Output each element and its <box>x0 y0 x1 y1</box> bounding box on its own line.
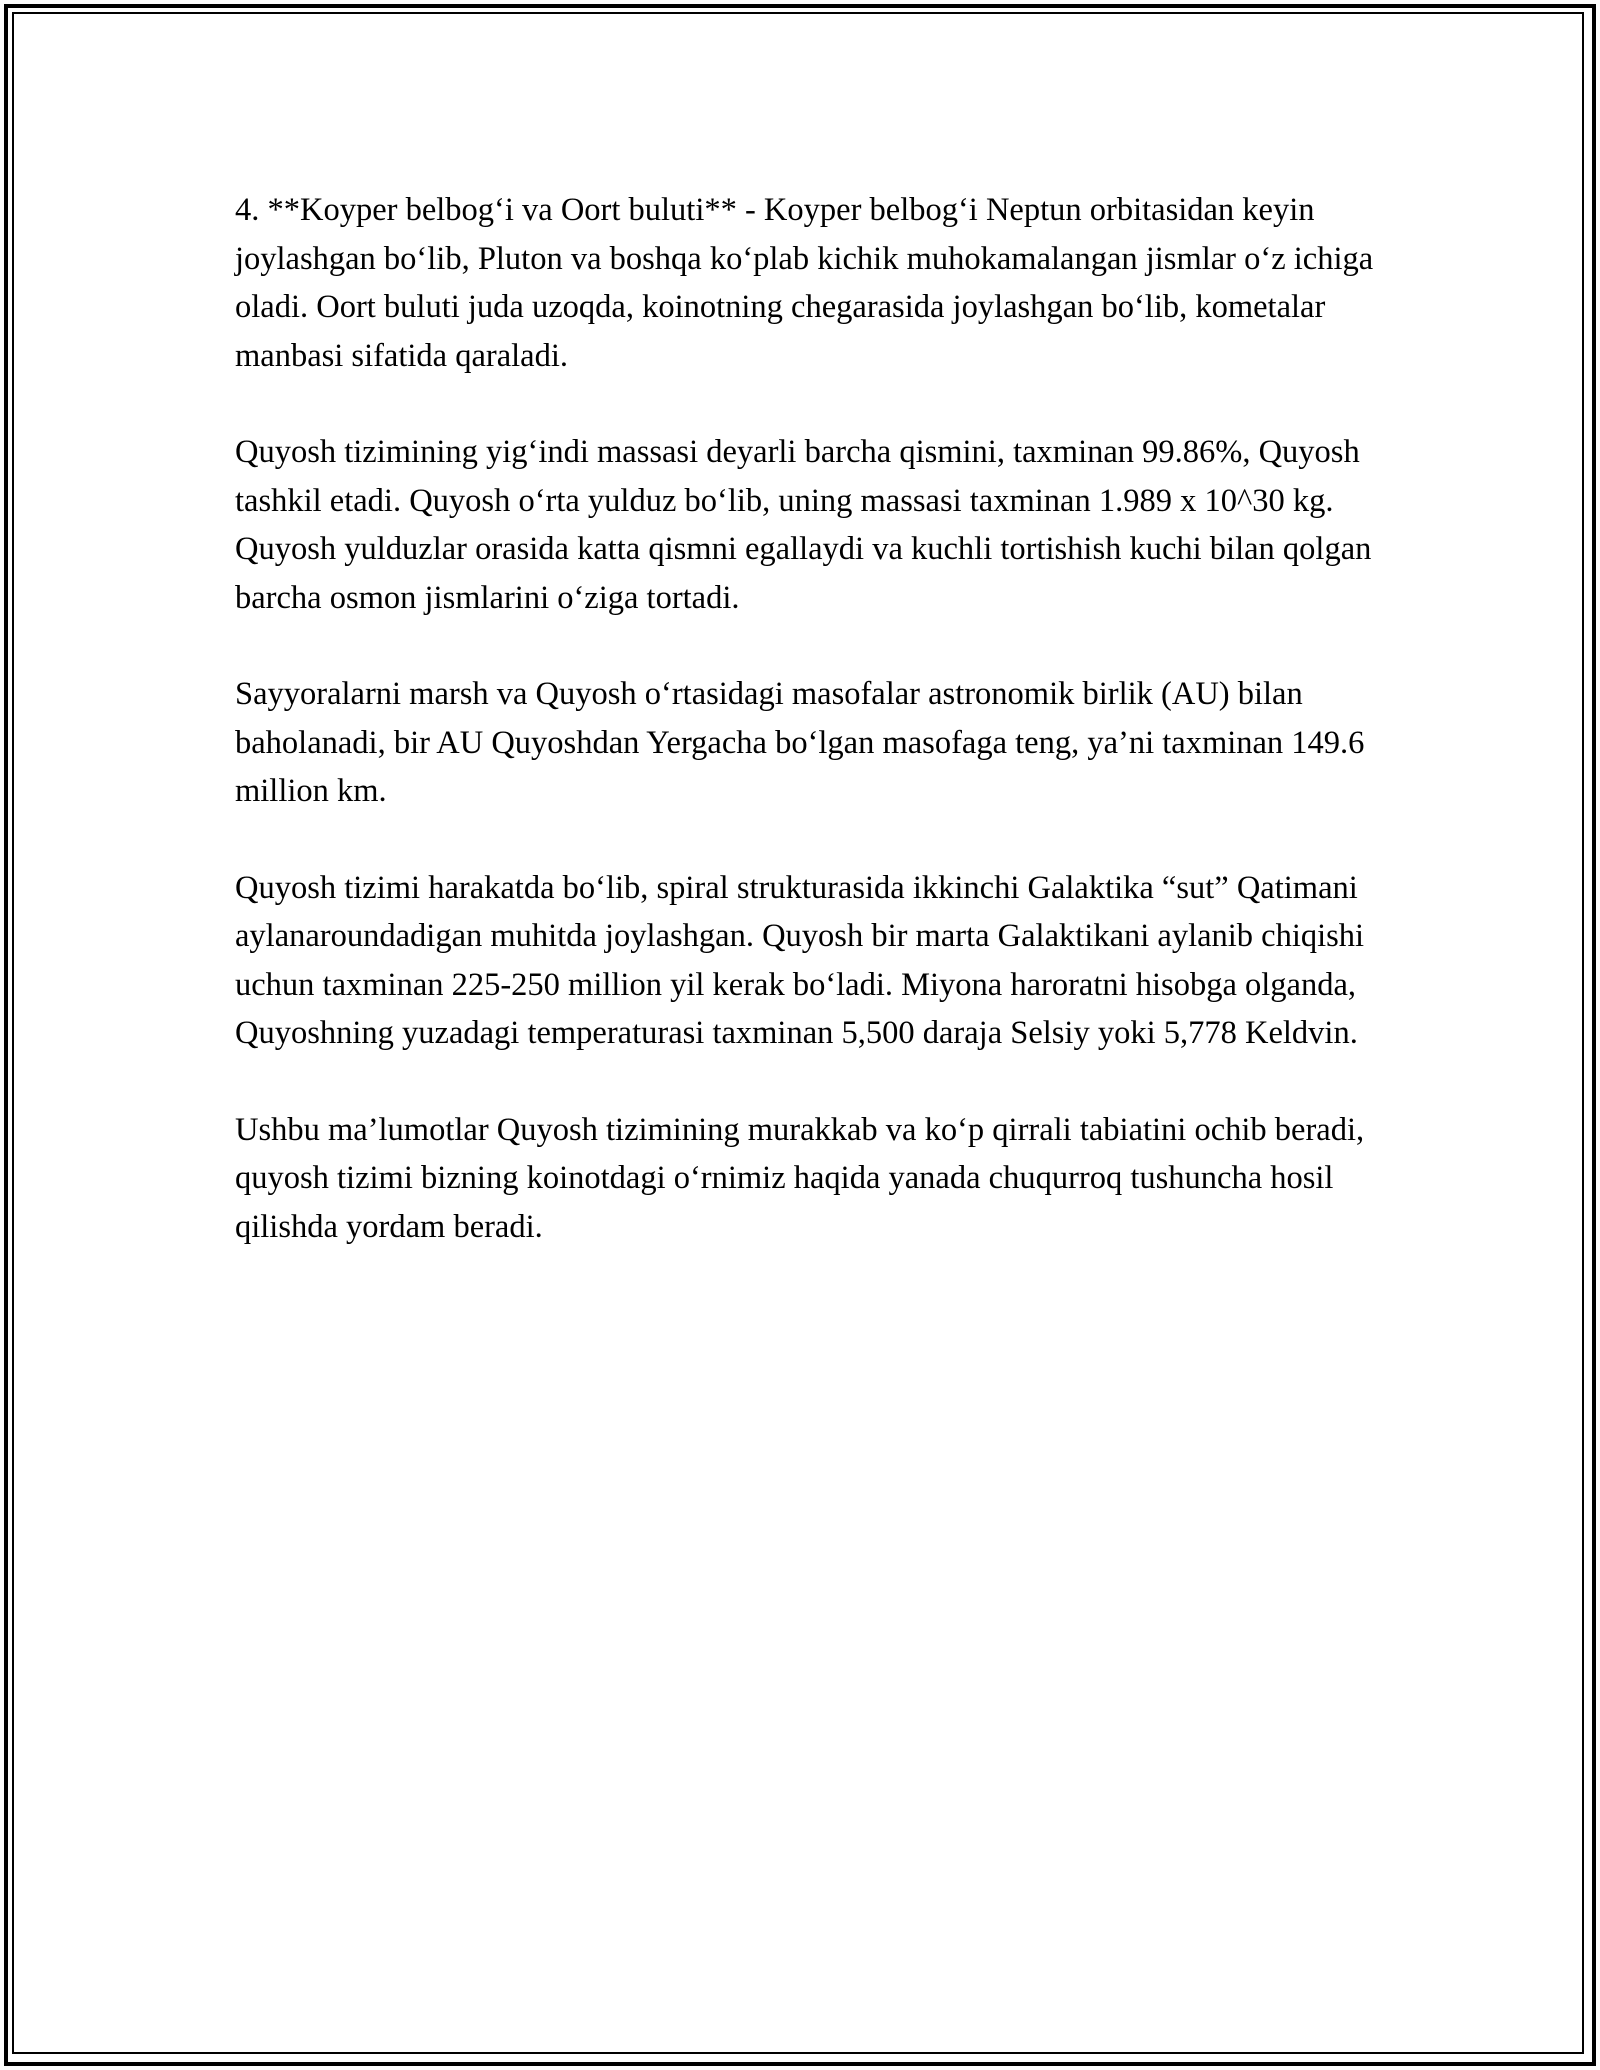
paragraph-astronomical-unit: Sayyoralarni marsh va Quyosh o‘rtasidagi masofalar astronomik birlik (AU) bilan baholanadi, bir AU Quyoshdan Yergacha bo‘lgan masofaga teng, ya’ni taxminan 149.6 million km. <box>235 676 1365 809</box>
document-body <box>235 186 1375 1299</box>
paragraph-sun-mass: Quyosh tizimining yig‘indi massasi deyarli barcha qismini, taxminan 99.86%, Quyosh tashkil etadi. Quyosh o‘rta yulduz bo‘lib, uning massasi taxminan 1.989 x 10^30 kg. Quyosh yulduzlar orasida katta qismni egallaydi va kuchli tortishish kuchi bilan qolgan barcha osmon jismlarini o‘ziga tortadi. <box>235 434 1372 616</box>
paragraph-galactic-orbit: Quyosh tizimi harakatda bo‘lib, spiral strukturasida ikkinchi Galaktika “sut” Qatimani aylanaroundadigan muhitda joylashgan. Quyosh bir marta Galaktikani aylanib chiqishi uchun taxminan 225-250 million yil kerak bo‘ladi. Miyona haroratni hisobga olganda, Quyoshning yuzadagi temperaturasi taxminan 5,500 daraja Selsiy yoki 5,778 Keldvin. <box>235 869 1365 1051</box>
paragraph-conclusion: Ushbu ma’lumotlar Quyosh tizimining murakkab va ko‘p qirrali tabiatini ochib beradi, quyosh tizimi bizning koinotdagi o‘rnimiz haqida yanada chuqurroq tushuncha hosil qilishda yordam beradi. <box>235 1111 1365 1245</box>
paragraph-kuiper-oort: 4. **Koyper belbog‘i va Oort buluti** - Koyper belbog‘i Neptun orbitasidan keyin joylashgan bo‘lib, Pluton va boshqa ko‘plab kichik muhokamalangan jismlar o‘z ichiga oladi. Oort buluti juda uzoqda, koinotning chegarasida joylashgan bo‘lib, kometalar manbasi sifatida qaraladi. <box>235 192 1374 374</box>
